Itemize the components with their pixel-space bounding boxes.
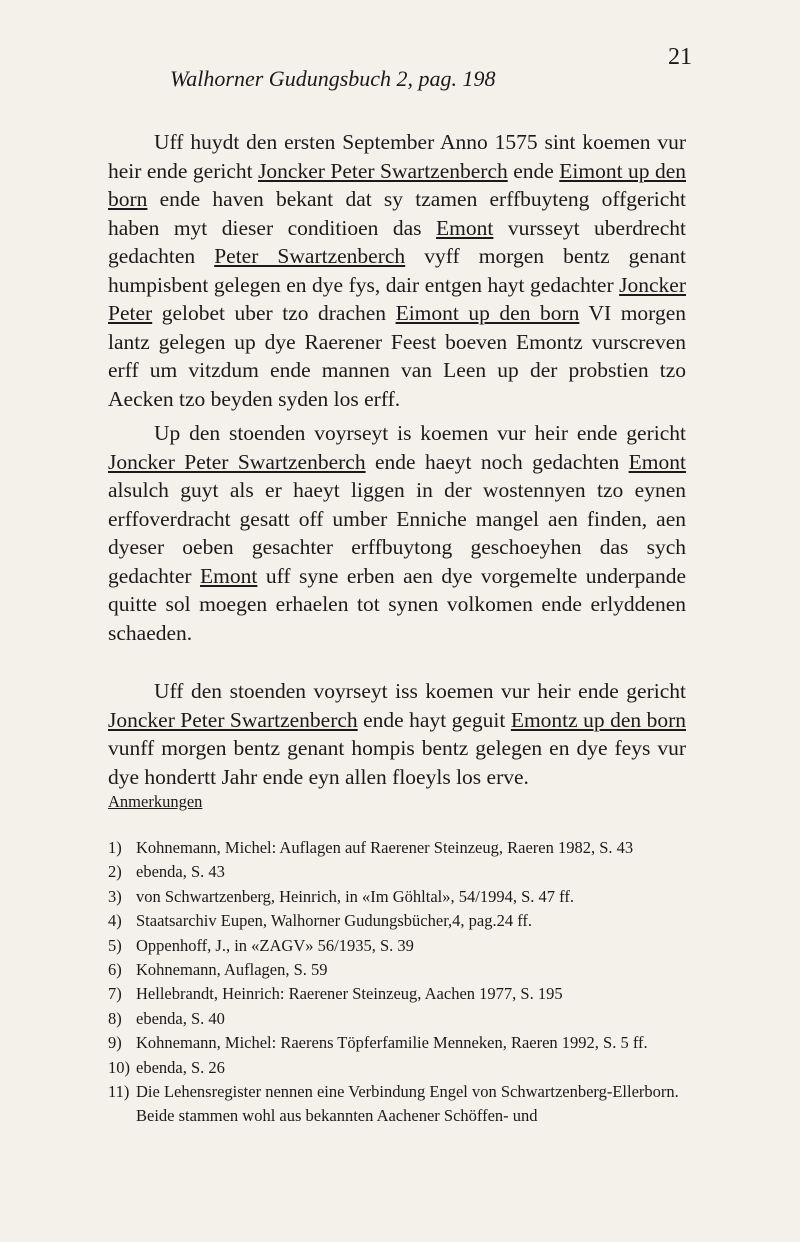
footnote-text: Die Lehensregister nennen eine Verbindung Engel von Schwartzenberg-Ellerborn. Beide stammen wohl aus bekannten Aachener Schöffen- und: [136, 1082, 679, 1126]
paragraph: [108, 677, 686, 791]
underlined-name: Peter Swartzenberch: [214, 244, 406, 268]
text-segment: vunff morgen bentz genant hompis bentz gelegen en dye feys vur dye hondertt Jahr ende eyn allen floeyls los erve.: [108, 736, 686, 789]
footnote-text: Hellebrandt, Heinrich: Raerener Steinzeug, Aachen 1977, S. 195: [136, 984, 563, 1004]
text-segment: ende: [507, 158, 560, 183]
footnote-number: 2): [108, 862, 122, 882]
footnote-number: 3): [108, 886, 122, 906]
footnote-number: 7): [108, 984, 122, 1004]
footnote-item: [108, 1080, 698, 1129]
underlined-name: Joncker Peter Swartzenberch: [108, 449, 366, 474]
footnote-text: Oppenhoff, J., in «ZAGV» 56/1935, S. 39: [136, 935, 414, 955]
underlined-name: Eimont up den born: [108, 158, 686, 211]
underlined-name: Emont: [628, 449, 686, 474]
footnote-text: Kohnemann, Michel: Raerens Töpferfamilie Menneken, Raeren 1992, S. 5 ff.: [136, 1033, 648, 1053]
paragraph: [108, 419, 686, 647]
footnote-text: von Schwartzenberg, Heinrich, in «Im Göhltal», 54/1994, S. 47 ff.: [136, 886, 574, 906]
footnote-text: Kohnemann, Michel: Auflagen auf Raerener Steinzeug, Raeren 1982, S. 43: [136, 838, 634, 857]
footnote-item: [108, 1007, 698, 1031]
footnote-item: [108, 860, 698, 884]
text-segment: ende haven bekant dat sy tzamen erffbuyteng offgericht haben myt dieser conditioen das: [108, 187, 686, 240]
text-segment: Uff den stoenden voyrseyt iss koemen vur heir ende gericht: [154, 679, 686, 703]
notes-heading: Anmerkungen: [108, 792, 203, 811]
footnote-number: 10): [108, 1057, 130, 1077]
text-segment: ende hayt geguit: [357, 707, 511, 732]
footnote-number: 1): [108, 838, 122, 857]
footnote-item: [108, 982, 698, 1006]
footnote-item: [108, 1056, 698, 1080]
footnote-text: ebenda, S. 40: [136, 1008, 225, 1028]
underlined-name: Joncker Peter: [108, 272, 686, 325]
footnote-item: [108, 1031, 698, 1055]
text-segment: VI morgen lantz gelegen up dye Raerener Feest boeven Emontz vurscreven erff um vitzdum ende mannen van Leen up der probstien tzo Aecken tzo beyden syden los erff.: [108, 301, 686, 411]
footnote-number: 5): [108, 935, 122, 955]
underlined-name: Eimont up den born: [395, 301, 580, 325]
underlined-name: Emontz up den born: [510, 707, 687, 732]
footnote-item: [108, 885, 698, 909]
footnote-text: Kohnemann, Auflagen, S. 59: [136, 960, 328, 980]
footnote-number: 8): [108, 1008, 122, 1028]
source-header: Walhorner Gudungsbuch 2, pag. 198: [170, 66, 496, 91]
footnote-number: 11): [108, 1082, 130, 1102]
paragraph: [108, 128, 686, 413]
footnotes-list: [108, 836, 698, 1129]
underlined-name: Joncker Peter Swartzenberch: [258, 158, 508, 183]
footnote-number: 9): [108, 1033, 122, 1053]
footnote-text: ebenda, S. 43: [136, 862, 225, 882]
text-segment: uff syne erben aen dye vorgemelte underpande quitte sol moegen erhaelen tot synen volkomen ende erlyddenen schaeden.: [108, 563, 686, 645]
text-segment: Uff huydt den ersten September Anno 1575 sint koemen vur heir ende gericht: [108, 130, 686, 183]
text-segment: vursseyt uberdrecht gedachten: [108, 215, 686, 268]
text-segment: vyff morgen bentz genant humpisbent gelegen en dye fys, dair entgen hayt gedachter: [108, 244, 686, 297]
text-segment: ende haeyt noch gedachten: [365, 449, 629, 474]
page-number: 21: [668, 44, 692, 70]
text-segment: gelobet uber tzo drachen: [152, 301, 396, 325]
underlined-name: Joncker Peter Swartzenberch: [108, 707, 358, 732]
footnote-text: ebenda, S. 26: [136, 1057, 225, 1077]
footnote-item: [108, 958, 698, 982]
footnote-item: [108, 909, 698, 933]
footnote-text: Staatsarchiv Eupen, Walhorner Gudungsbücher,4, pag.24 ff.: [136, 911, 533, 931]
footnote-number: 6): [108, 960, 122, 980]
underlined-name: Emont: [436, 215, 494, 240]
footnote-item: [108, 934, 698, 958]
footnote-item: [108, 836, 698, 860]
transcription-body: [108, 128, 686, 791]
underlined-name: Emont: [200, 563, 258, 588]
footnote-number: 4): [108, 911, 122, 931]
text-segment: alsulch guyt als er haeyt liggen in der wostennyen tzo eynen erffoverdracht gesatt off umber Enniche mangel aen finden, aen dyeser oeben gesachter erffbuytong geschoeyhen das sych gedachter: [108, 478, 686, 588]
text-segment: Up den stoenden voyrseyt is koemen vur heir ende gericht: [154, 421, 686, 445]
